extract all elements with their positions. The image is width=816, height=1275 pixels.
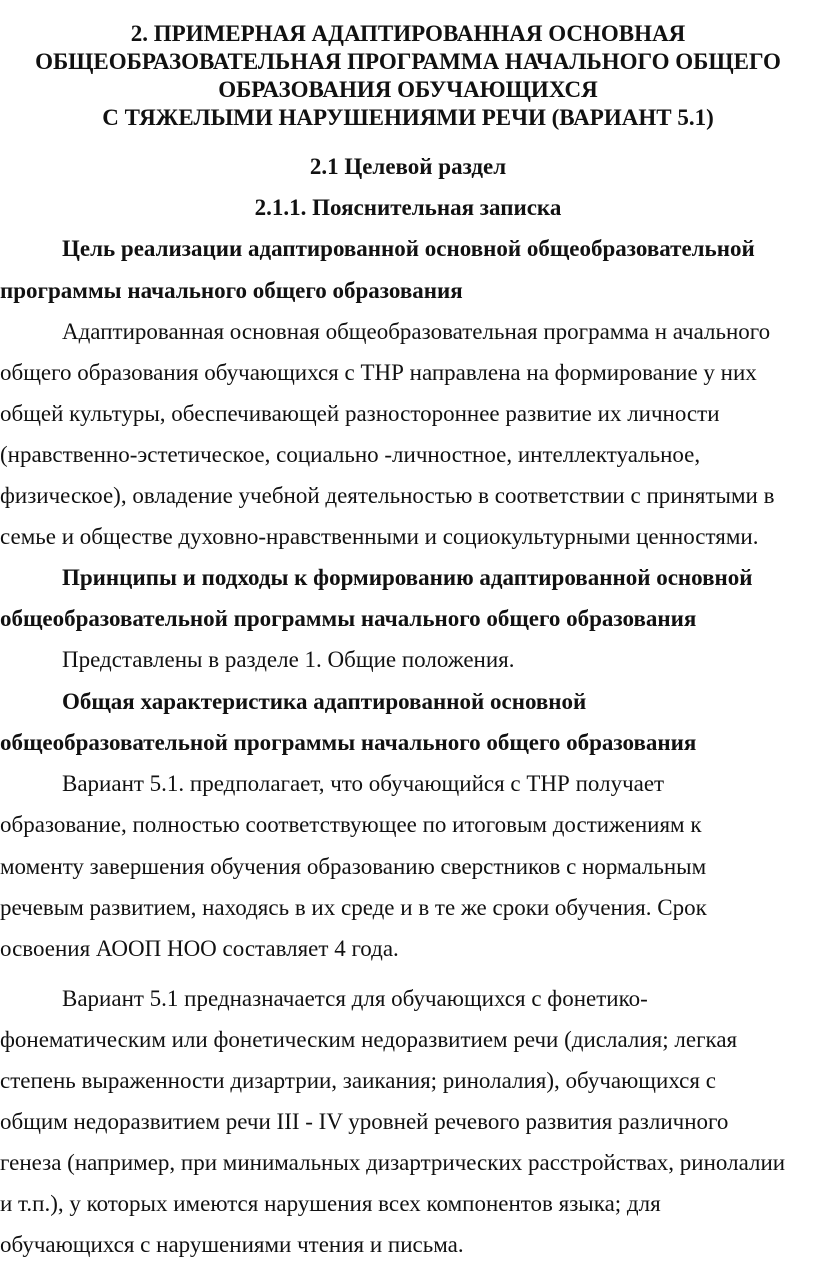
para2: Представлены в разделе 1. Общие положения. (62, 647, 515, 672)
para4-line-5: генеза (например, при минимальных дизартрических расстройствах, ринолалии (0, 1150, 786, 1175)
subsection-heading: 2.1.1. Пояснительная записка (254, 195, 562, 220)
para4-line-2: фонематическим или фонетическим недоразвитием речи (дислалия; легкая (0, 1027, 738, 1052)
doc-title-line-4: С ТЯЖЕЛЫМИ НАРУШЕНИЯМИ РЕЧИ (ВАРИАНТ 5.1) (102, 105, 714, 130)
para1-line-4: (нравственно-эстетическое, социально -личностное, интеллектуальное, (0, 442, 701, 467)
para1-line-3: общей культуры, обеспечивающей разностороннее развитие их личности (0, 401, 720, 426)
para3-line-5: освоения АООП НОО составляет 4 года. (0, 936, 399, 961)
para4-line-1: Вариант 5.1 предназначается для обучающихся с фонетико- (62, 986, 648, 1011)
principles-heading-line-1: Принципы и подходы к формированию адаптированной основной (62, 565, 753, 590)
para3-line-3: моменту завершения обучения образованию сверстников с нормальным (0, 854, 707, 879)
general-heading-line-2: общеобразовательной программы начального общего образования (0, 730, 697, 755)
para4-line-4: общим недоразвитием речи III - IV уровней речевого развития различного (0, 1109, 729, 1134)
para3-line-1: Вариант 5.1. предполагает, что обучающийся с ТНР получает (62, 771, 665, 796)
principles-heading-line-2: общеобразовательной программы начального общего образования (0, 606, 697, 631)
section-heading: 2.1 Целевой раздел (309, 154, 507, 179)
general-heading-line-1: Общая характеристика адаптированной основной (62, 689, 587, 714)
doc-title-line-3: ОБРАЗОВАНИЯ ОБУЧАЮЩИХСЯ (218, 77, 598, 102)
para1-line-6: семье и обществе духовно-нравственными и социокультурными ценностями. (0, 524, 759, 549)
para3-line-4: речевым развитием, находясь в их среде и в те же сроки обучения. Срок (0, 895, 707, 920)
para1-line-5: физическое), овладение учебной деятельностью в соответствии с принятыми в (0, 483, 775, 508)
doc-title-line-2: ОБЩЕОБРАЗОВАТЕЛЬНАЯ ПРОГРАММА НАЧАЛЬНОГО ОБЩЕГО (35, 49, 781, 74)
para4-line-7: обучающихся с нарушениями чтения и письма. (0, 1232, 464, 1257)
doc-title-line-1: 2. ПРИМЕРНАЯ АДАПТИРОВАННАЯ ОСНОВНАЯ (130, 21, 686, 46)
para4-line-3: степень выраженности дизартрии, заикания; ринолалия), обучающихся с (0, 1068, 716, 1093)
goal-heading-line-2: программы начального общего образования (0, 278, 463, 303)
para1-line-2: общего образования обучающихся с ТНР направлена на формирование у них (0, 360, 757, 385)
para1-line-1: Адаптированная основная общеобразовательная программа н ачального (62, 319, 771, 344)
goal-heading-line-1: Цель реализации адаптированной основной общеобразовательной (62, 236, 755, 261)
para3-line-2: образование, полностью соответствующее по итоговым достижениям к (0, 812, 702, 837)
para4-line-6: и т.п.), у которых имеются нарушения всех компонентов языка; для (0, 1191, 661, 1216)
